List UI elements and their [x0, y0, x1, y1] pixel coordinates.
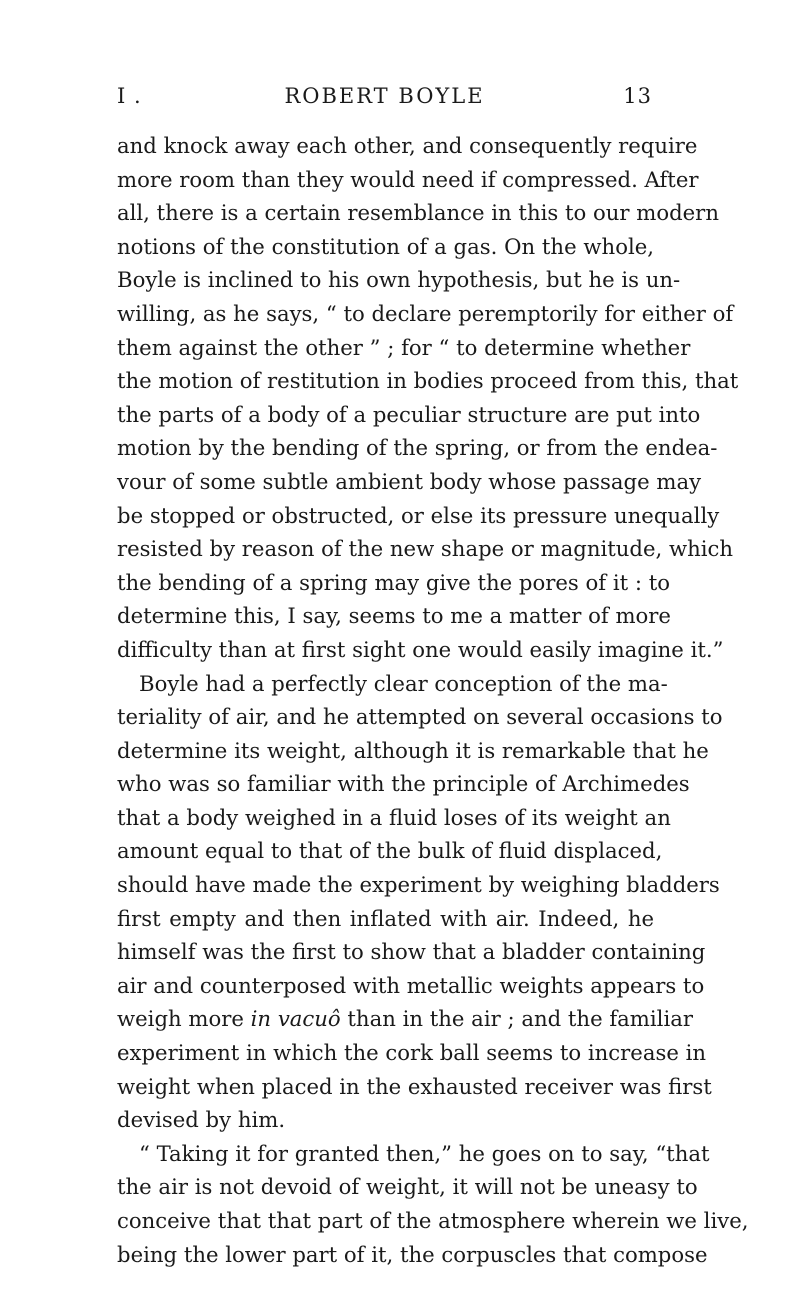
- text-line: being the lower part of it, the corpuscles that compose: [117, 1241, 708, 1267]
- text-line: all, there is a certain resemblance in this to our modern: [117, 200, 719, 226]
- text-line: resisted by reason of the new shape or magnitude, which: [117, 536, 734, 562]
- text-line: motion by the bending of the spring, or from the endea-: [117, 435, 718, 461]
- text-line: who was so familiar with the principle of Archimedes: [117, 771, 690, 797]
- text-line: should have made the experiment by weighing bladders: [117, 872, 720, 898]
- text-line: them against the other ” ; for “ to determine whether: [117, 334, 691, 360]
- text-line: first empty and then inflated with air. Indeed, he: [117, 905, 654, 931]
- running-title: ROBERT BOYLE: [284, 84, 485, 108]
- text-line: determine its weight, although it is remarkable that he: [117, 737, 709, 763]
- text-line: willing, as he says, “ to declare peremptorily for either of: [117, 300, 734, 326]
- text-line: Boyle is inclined to his own hypothesis, but he is un-: [117, 267, 681, 293]
- text-line: the motion of restitution in bodies proceed from this, that: [117, 368, 739, 394]
- text-line: more room than they would need if compressed. After: [117, 166, 699, 192]
- chapter-number: I .: [117, 84, 142, 108]
- text-line: devised by him.: [117, 1107, 286, 1133]
- text-line-with-italic: [117, 1002, 693, 1036]
- text-run: than in the air ; and the familiar: [340, 1006, 693, 1032]
- text-run: weigh more: [117, 1006, 251, 1032]
- text-line: the parts of a body of a peculiar structure are put into: [117, 401, 701, 427]
- italic-phrase: in vacuô: [250, 1006, 341, 1032]
- text-line: vour of some subtle ambient body whose passage may: [117, 468, 702, 494]
- text-line: be stopped or obstructed, or else its pressure unequally: [117, 502, 720, 528]
- text-line: difficulty than at first sight one would easily imagine it.”: [117, 636, 724, 662]
- text-line: that a body weighed in a fluid loses of its weight an: [117, 804, 671, 830]
- text-line: Boyle had a perfectly clear conception of the ma-: [139, 670, 668, 696]
- text-line: the air is not devoid of weight, it will not be uneasy to: [117, 1174, 698, 1200]
- text-line: conceive that that part of the atmosphere wherein we live,: [117, 1208, 749, 1233]
- running-head: [117, 84, 652, 110]
- text-line: air and counterposed with metallic weights appears to: [117, 972, 705, 998]
- body-text: [117, 129, 749, 1271]
- text-line: “ Taking it for granted then,” he goes on to say, “that: [139, 1140, 710, 1166]
- text-line: determine this, I say, seems to me a matter of more: [117, 603, 671, 629]
- page-number: 13: [623, 84, 652, 108]
- text-line: the bending of a spring may give the pores of it : to: [117, 569, 670, 595]
- text-line: experiment in which the cork ball seems to increase in: [117, 1040, 707, 1066]
- text-line: weight when placed in the exhausted receiver was first: [117, 1073, 712, 1099]
- text-line: himself was the first to show that a bladder containing: [117, 939, 706, 965]
- text-line: teriality of air, and he attempted on several occasions to: [117, 704, 723, 730]
- text-line: notions of the constitution of a gas. On the whole,: [117, 233, 654, 259]
- text-line: and knock away each other, and consequently require: [117, 133, 698, 158]
- text-line: amount equal to that of the bulk of fluid displaced,: [117, 838, 663, 864]
